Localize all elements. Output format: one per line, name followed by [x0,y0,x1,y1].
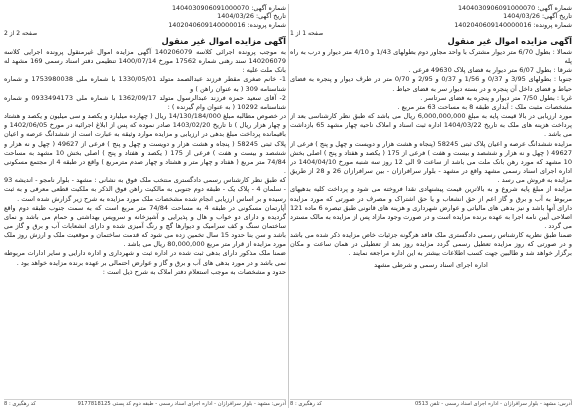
paragraph: مشخصات مثبت ملک : آبداری طبقه 8 به مساحت 63 متر مربع . [397,102,572,111]
case-number: شماره پرونده: 1402040609140000016 [454,20,572,29]
paragraph: به موجب پرونده اجرائی کلاسه 140206079 آگهی مزایده اموال غیرمنقول پرونده اجرایی کلاسه 140206079 سند رهنی شماره 17562 مورخ 1400/07/14 تنظیمی دفتر اسناد رسمی 169 مشهد له بانک ملت علیه : [4,48,286,75]
notice-header [290,4,572,37]
paragraph: مورد ارزیابی در بالا قیمت پایه به مبلغ 6,000,000,000 ریال می باشد که طبق نظر کارشناسی بعد از پرداخت هزینه های ملک به تاریخ 1404/03/22 اداره ثبت اسناد و املاک ناحیه چهار مشهد 65 بازداشت می باشد . [290,112,572,139]
notice-title: آگهی مزایده اموال غیر منقول [161,36,286,46]
paragraph: که طبق نظر کارشناس رسمی دادگستری منتخب ملک فوق به نشانی : مشهد - بلوار نامجو - اندیشه 93 - سلمان 4 - پلاک یک - طبقه دوم جنوبی به مالکیت راهن فوق الذکر به ملکیت قطعی معرفی و به ثبت رسیده و بر اساس ارزیابی انجام شده مشخصات ملک مورد مزایده به شرح زیر گزارش شده است . [4,176,286,203]
notice-number: شماره آگهی: 1404030906091000070 [457,4,572,12]
paragraph: مزایده از مبلغ پایه شروع و به بالاترین قیمت پیشنهادی نقدا فروخته می شود و پرداخت کلیه بدهیهای مربوط به آب و برق و گاز اعم از حق انشعاب و یا حق اشتراک و مصرف در صورتی که مورد مزایده دارای آنها باشد و نیز بدهی های مالیاتی و عوارض شهرداری و هزینه های قانونی طبق تبصره 6 ماده 121 اصلاحی آیین نامه اجرا به عهده برنده مزایده است و در صورت وجود مازاد پس از مزایده به مالک مسترد می گردد . [290,185,572,230]
signoff: اداره اجرای اسناد رسمی و شرطی مشهد [374,260,488,269]
case-number: شماره پرونده: 1402040609140000016 [168,20,286,29]
notice-date: تاریخ آگهی: 1404/03/26 [217,12,286,21]
footer-tracking: کد رهگیری : 8 [4,401,36,407]
notice-meta [454,4,572,29]
page-footer [290,399,572,407]
paragraph: جنوبا : بطولهای 3/95 و 0/37 و 1/56 و 0/37 و 2/95 و 0/70 متر در طرف دیوار و پنجره به فضای حیاط و فضای داخل آن پنجره و در بسته دیوار سر به فضای حیاط . [290,75,572,93]
paragraph: 2- آقای سعید حمزه فرزند عبدالرسول متولد 1362/09/17 با شماره ملی 0933494173 و شماره شناسنامه 10292 ( به عنوان وام گیرنده ) : [4,93,286,111]
notice-page-1 [290,4,572,408]
paragraph: ضمنا ملک مذکور دارای بدهی ثبت شده در اداره ثبت و شهرداری و اداره دارایی و سایر ادارات مربوطه نمی باشد و در مورد بدهی های آب و برق و گاز و عوارض احتمالی بر عهده برنده مزایده خواهد بود . [4,249,286,267]
notice-page-2 [4,4,286,408]
page-number: صفحه 1 از 1 [290,30,324,37]
notice-title: آگهی مزایده اموال غیر منقول [447,36,572,46]
footer-address: آدرس: مشهد - بلوار سرافرازان - اداره اجرای اسناد رسمی - طبقه دوم کد پستی 9177818125 [77,401,286,407]
page-number: صفحه 2 از 2 [4,30,38,37]
paragraph: آپارتمان مسکونی در طبقه 4 به مساحت 74/84 متر مربع است که به سمت جنوب طبقه دوم واقع گردیده و دارای دو خواب و هال و پذیرایی و آشپزخانه و سرویس بهداشتی و حمام می باشد و نمای ساختمان سنگ و کف سرامیک و دیوارها گچ و رنگ آمیزی شده و دارای انشعابات آب و برق و گاز می باشد و سن بنا حدود 15 سال تخمین زده می شود که قدمت ساختمان و موقعیت ملک و ارزش روز ملک مورد مزایده از قرار متر مربع 80,000,000 ریال می باشد . [4,203,286,249]
page-footer [4,399,286,407]
paragraph: غربا : بطول 7/50 متر دیوار و پنجره به فضای سرتاسر . [420,93,572,102]
paragraph: مزایده ششدانگ عرصه و اعیان پلاک ثبتی 58245 (پنجاه و هشت هزار و دویست و چهل و پنج ) فرعی از 49627 ( چهل و نه هزار و ششصد و بیست و هفت ) فرعی از 175 ( یکصد و هفتاد و پنج ) اصلی بخش 10 مشهد که مورد رهن بانک ملت می باشد از ساعت 9 الی 12 روز سه شنبه مورخ 1404/04/10 در اداره اجرای اسناد رسمی مشهد واقع در مشهد - بلوار سرافرازان - بین سرافرازان 26 و 28 از طریق مزایده به فروش می رسد . [290,139,572,185]
notice-meta [168,4,286,29]
notice-number: شماره آگهی: 1404030906091000070 [171,4,286,12]
paragraph: در خصوص مطالبه مبلغ 14/130/184/000 ریال ( چهارده میلیارد و یکصد و سی میلیون و یکصد و هشتاد و چهار هزار ریال ) تا تاریخ 1403/02/20 صادر نموده که پس از ابلاغ اجرائیه در مورخ 1402/06/05 و باقیمانده پرداخت مبلغ بدهی در ارزیابی و مزایده موارد وثیقه به عبارت است از ششدانگ عرصه و اعیان پلاک ثبتی 58245 ( پنجاه و هشت هزار و دویست و چهل و پنج ) فرعی از 49627 ( چهل و نه هزار و ششصد و بیست و هفت ) فرعی از 175 ( یکصد و هفتاد و پنج ) اصلی بخش 10 مشهد به مساحت 74/84 متر مربع ( هفتاد و چهار متر و هشتاد و چهار صدم مترمربع ) واقع در طبقه 4 از مجتمع مسکونی . [4,112,286,176]
column-divider [288,4,289,408]
notice-header [4,4,286,37]
footer-tracking: کد رهگیری : 8 [290,401,322,407]
paragraph: شرقا : بطول 6/07 متر دیوار به فضای پلاک 49630 فرعی . [408,66,572,75]
footer-address: آدرس: مشهد - بلوار سرافرازان - اداره اجرای اسناد رسمی - تلفن 0513 [414,401,572,407]
paragraph: شمالا : بطول 6/70 متر دیوار مشترک با واحد مجاور دوم بطولهای 1/43 و 4/10 متر دیوار و درب به راه پله [290,48,572,66]
paragraph: 1- خانم صغری مقطر فرزند عبدالصمد متولد 1330/05/01 با شماره ملی 1753980038 و شماره شناسنامه 309 ( به عنوان راهن ) و [4,75,286,93]
notice-date: تاریخ آگهی: 1404/03/26 [503,12,572,21]
paragraph: ضمنا طبق نظریه کارشناس رسمی دادگستری ملک فاقد هرگونه جزئیات خاص مزایده ذکر شده می باشد و در صورتی که روز مزایده تعطیل رسمی گردد مزایده روز بعد از تعطیلی در همان ساعت و مکان برگزار خواهد شد و طالبین جهت کسب اطلاعات بیشتر به این اداره مراجعه نمایند . [290,231,572,258]
paragraph: حدود و مشخصات به موجب استعلام دفتر املاک به شرح ذیل است : [102,267,286,276]
